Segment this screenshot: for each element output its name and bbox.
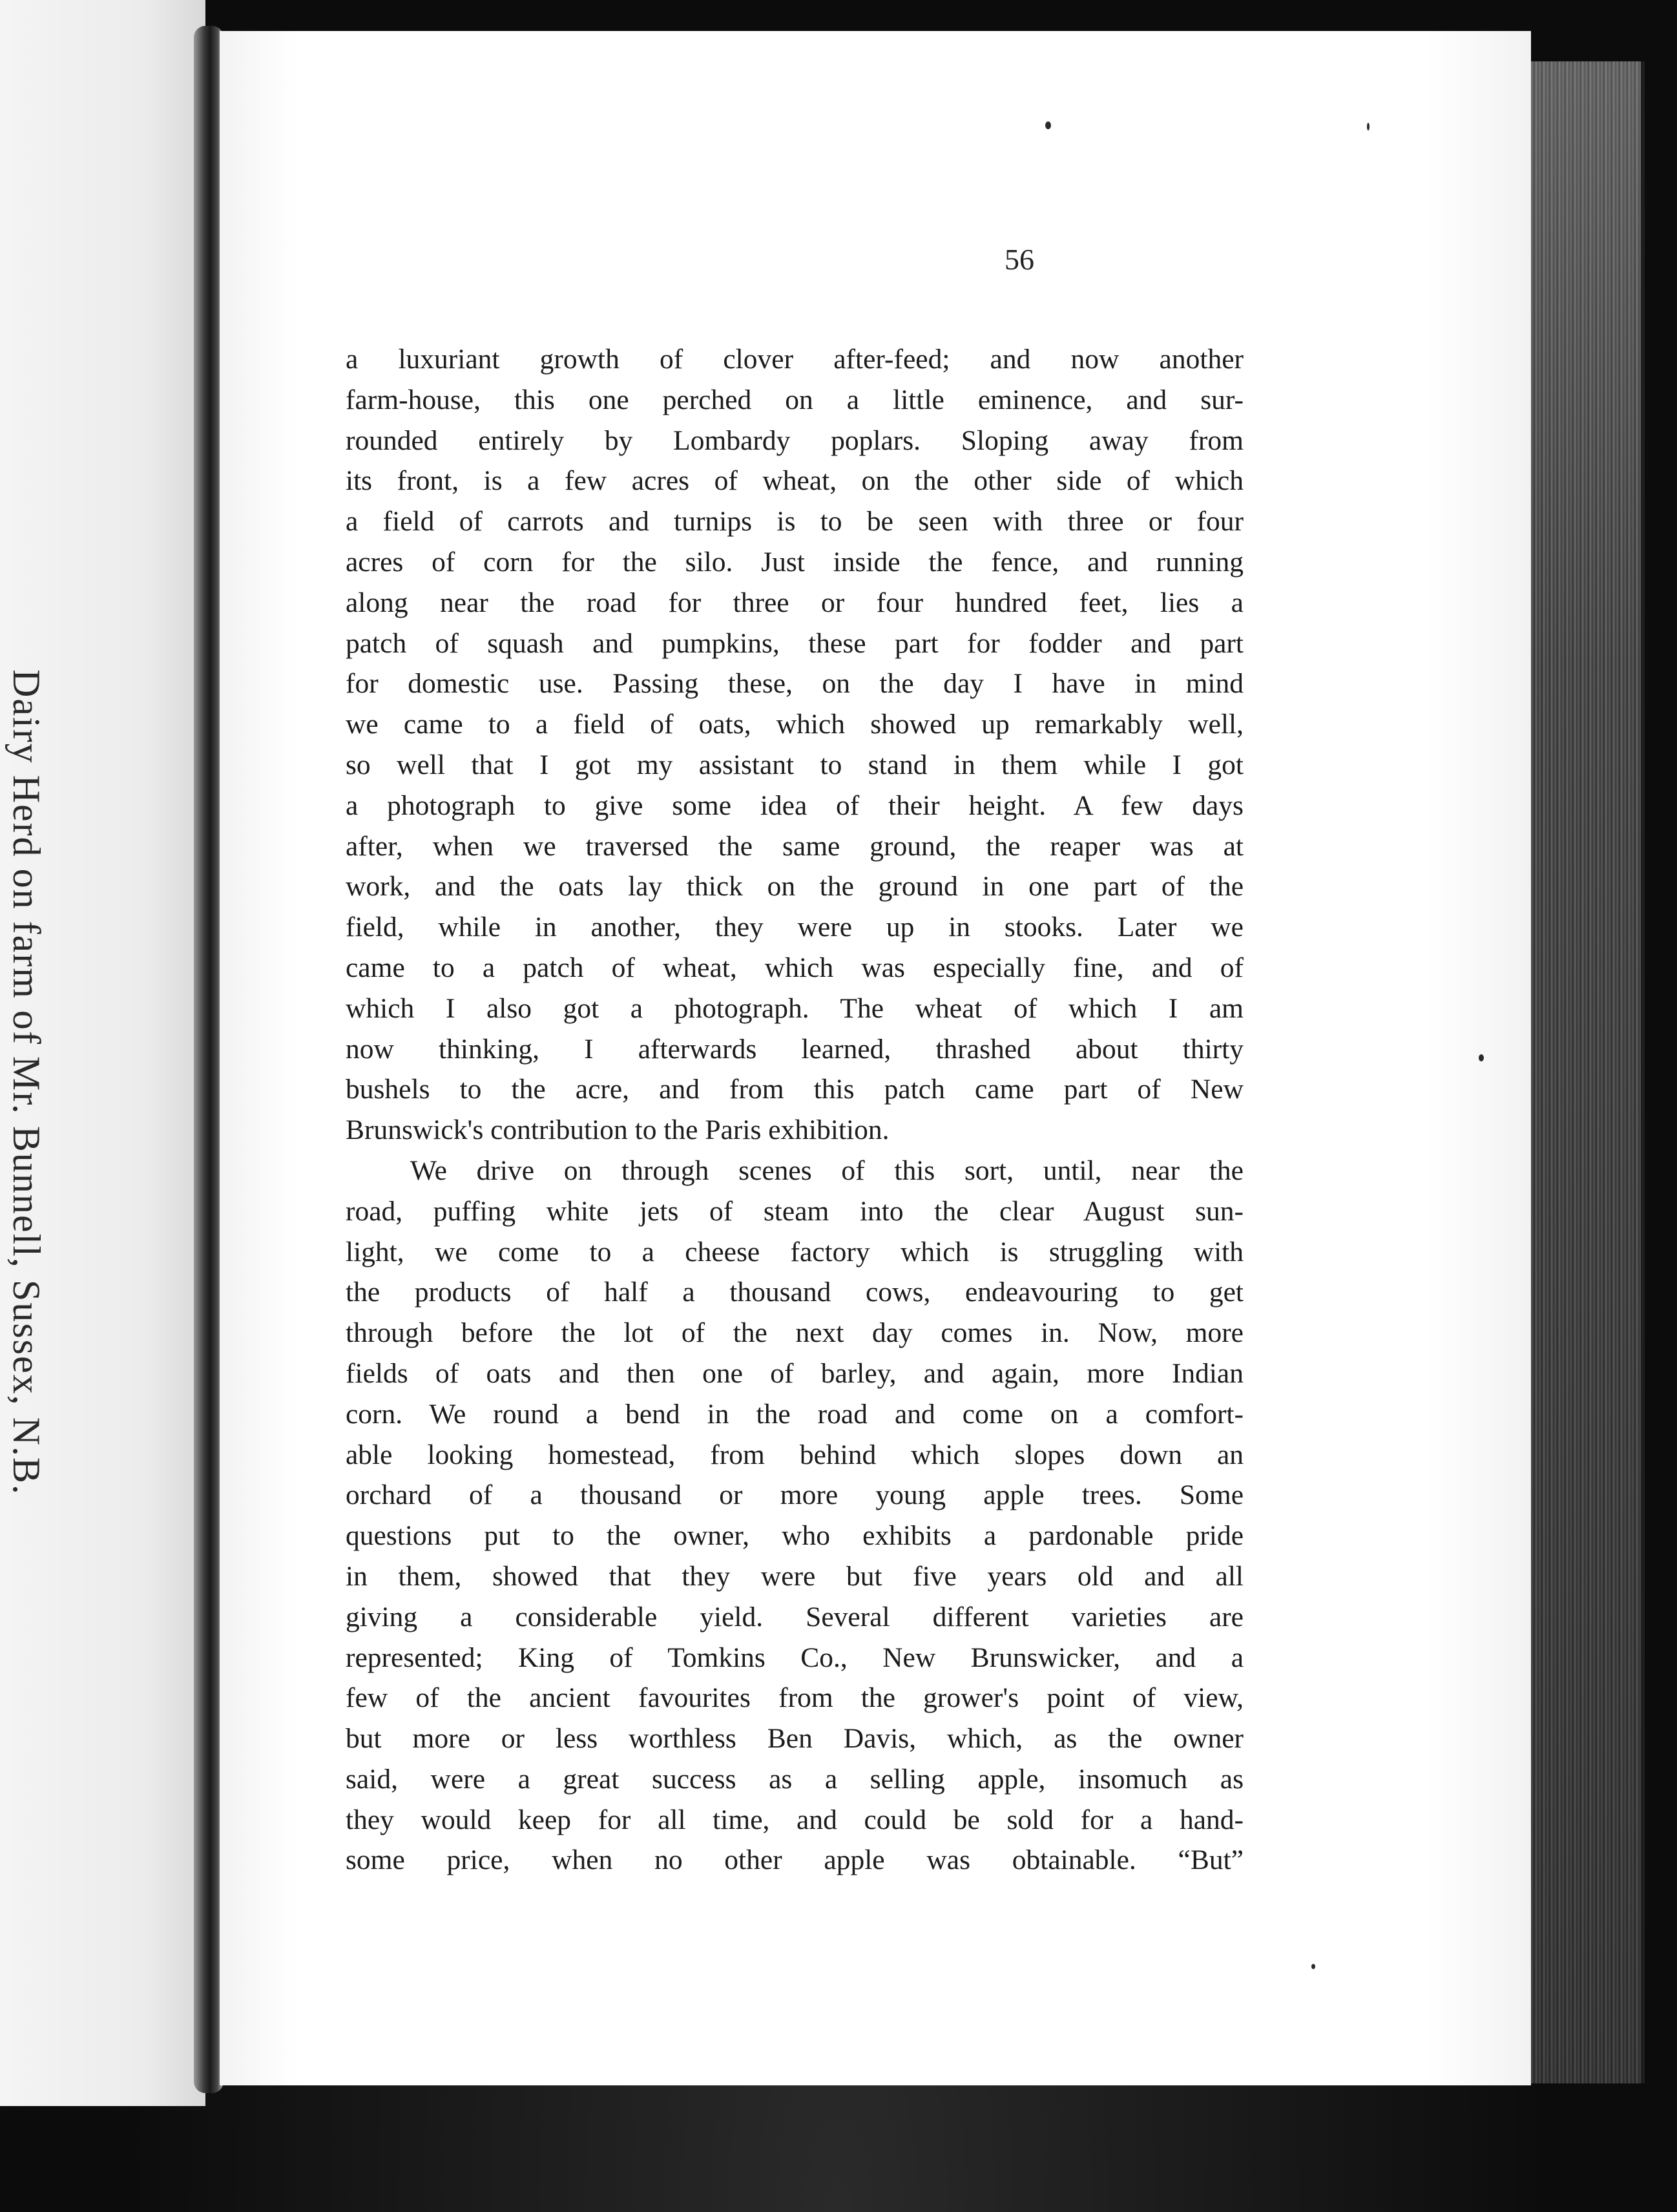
text-line: which I also got a photograph. The wheat of which I am: [346, 992, 1244, 1024]
body-text: [346, 339, 1244, 1881]
text-line: acres of corn for the silo. Just inside the fence, and running: [346, 546, 1244, 578]
scan-speck: [1311, 1964, 1315, 1969]
scan-speck: [1367, 123, 1370, 130]
page-number: 56: [1005, 243, 1034, 276]
text-line: work, and the oats lay thick on the ground in one part of the: [346, 871, 1244, 903]
scan-speck: [1479, 1054, 1484, 1061]
text-line: a field of carrots and turnips is to be seen with three or four: [346, 506, 1244, 537]
text-line: now thinking, I afterwards learned, thrashed about thirty: [346, 1033, 1244, 1065]
text-line: the products of half a thousand cows, endeavouring to get: [346, 1277, 1244, 1308]
text-line: a photograph to give some idea of their height. A few days: [346, 789, 1244, 821]
text-line: after, when we traversed the same ground, the reaper was at: [346, 830, 1244, 862]
text-line: said, were a great success as a selling apple, insomuch as: [346, 1763, 1244, 1795]
text-line: through before the lot of the next day comes in. Now, more: [346, 1317, 1244, 1349]
text-line: field, while in another, they were up in stooks. Later we: [346, 912, 1244, 943]
text-line: questions put to the owner, who exhibits a pardonable pride: [346, 1520, 1244, 1552]
text-line: farm-house, this one perched on a little eminence, and sur-: [346, 384, 1244, 415]
text-line: for domestic use. Passing these, on the day I have in mind: [346, 668, 1244, 700]
page-edges: [1515, 61, 1645, 2083]
text-line: able looking homestead, from behind which slopes down an: [346, 1439, 1244, 1470]
scan-speck: [1045, 121, 1051, 129]
text-line: Brunswick's contribution to the Paris exhibition.: [346, 1114, 890, 1146]
text-line: in them, showed that they were but five years old and all: [346, 1560, 1244, 1592]
text-line: along near the road for three or four hundred feet, lies a: [346, 587, 1244, 618]
text-line: so well that I got my assistant to stand in them while I got: [346, 749, 1244, 780]
text-line: came to a patch of wheat, which was especially fine, and of: [346, 952, 1244, 983]
text-line: patch of squash and pumpkins, these part for fodder and part: [346, 627, 1244, 659]
text-line: giving a considerable yield. Several different varieties are: [346, 1601, 1244, 1633]
paragraph-2: [346, 1151, 1244, 1881]
text-line: light, we come to a cheese factory which is struggling with: [346, 1236, 1244, 1268]
text-line: orchard of a thousand or more young apple trees. Some: [346, 1479, 1244, 1511]
text-line: few of the ancient favourites from the grower's point of view,: [346, 1682, 1244, 1714]
text-line: we came to a field of oats, which showed up remarkably well,: [346, 709, 1244, 740]
text-line: fields of oats and then one of barley, and again, more Indian: [346, 1357, 1244, 1389]
text-line: some price, when no other apple was obtainable. “But”: [346, 1844, 1244, 1876]
text-line: its front, is a few acres of wheat, on the other side of which: [346, 465, 1244, 497]
text-line: bushels to the acre, and from this patch came part of New: [346, 1074, 1244, 1105]
left-facing-page: [0, 0, 205, 2106]
text-line: road, puffing white jets of steam into the clear August sun-: [346, 1195, 1244, 1227]
left-page-caption: [5, 669, 48, 1496]
left-page-caption-text: Dairy Herd on farm of Mr. Bunnell, Sussex, N.B.: [5, 669, 48, 1496]
text-line: they would keep for all time, and could be sold for a hand-: [346, 1804, 1244, 1835]
text-line: represented; King of Tomkins Co., New Brunswicker, and a: [346, 1642, 1244, 1673]
text-line: corn. We round a bend in the road and come on a comfort-: [346, 1398, 1244, 1430]
text-line: rounded entirely by Lombardy poplars. Sloping away from: [346, 424, 1244, 456]
text-line: a luxuriant growth of clover after-feed; and now another: [346, 344, 1244, 375]
text-line: We drive on through scenes of this sort, until, near the: [410, 1154, 1244, 1186]
text-line: but more or less worthless Ben Davis, which, as the owner: [346, 1723, 1244, 1755]
paragraph-1: [346, 339, 1244, 1151]
